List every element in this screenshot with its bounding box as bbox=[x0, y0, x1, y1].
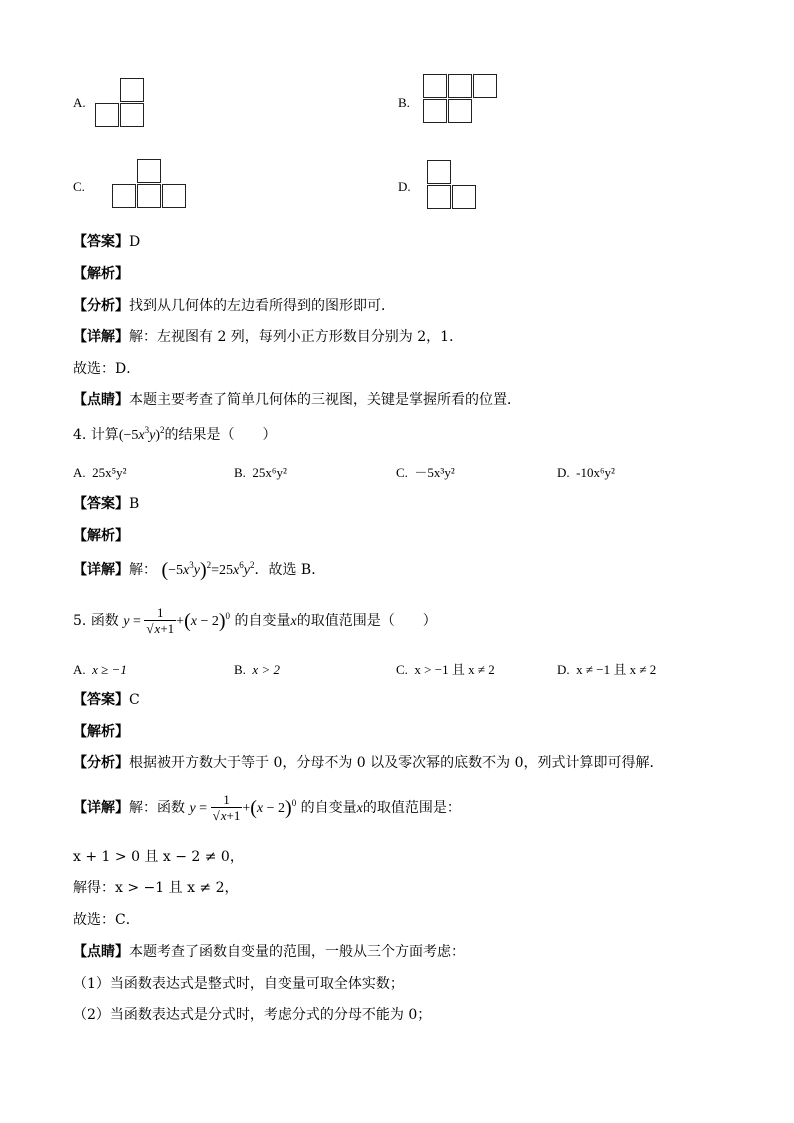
q4-analysis-tag: 【解析】 bbox=[73, 528, 129, 544]
option-d-figure bbox=[427, 160, 479, 212]
q3-dianjing-line: 【点睛】本题主要考查了简单几何体的三视图，关键是掌握所看的位置． bbox=[73, 392, 521, 408]
q5-line1: x + 1 > 0 且 x − 2 ≠ 0， bbox=[73, 849, 244, 865]
q5-option-c: C. x > −1 且 x ≠ 2 bbox=[396, 662, 495, 677]
option-d-label: D. bbox=[398, 179, 411, 194]
q4-expression: $(-5x^3y)^2$ bbox=[118, 425, 165, 443]
q4-option-c: C. －5x³y² bbox=[396, 465, 455, 480]
q5-line2: 解得：x > −1 且 x ≠ 2， bbox=[73, 880, 239, 896]
q4-stem: 4. 计算$(-5x^3y)^2$的结果是（ ） bbox=[73, 425, 277, 443]
q3-detail-line: 【详解】解：左视图有 2 列，每列小正方形数目分别为 2，1． bbox=[73, 329, 464, 345]
q4-option-d: D. -10x⁶y² bbox=[557, 465, 615, 480]
q4-detail-expression: $(-5x^3y)^2=25x^6y^2$ bbox=[161, 559, 255, 581]
q5-point2: （2）当函数表达式是分式时，考虑分式的分母不能为 0； bbox=[73, 1007, 432, 1023]
q4-detail-line: 【详解】解： $(-5x^3y)^2=25x^6y^2$．故选 B． bbox=[73, 559, 326, 581]
q4-number: 4. bbox=[73, 427, 87, 443]
q4-answer-line: 【答案】B bbox=[73, 496, 140, 512]
q5-choose-line: 故选：C． bbox=[73, 912, 140, 928]
q5-analysis-tag: 【解析】 bbox=[73, 724, 129, 740]
option-c-label: C. bbox=[73, 179, 85, 194]
q4-option-a: A. 25x⁵y² bbox=[73, 465, 127, 480]
q5-dianjing-line: 【点睛】本题考查了函数自变量的范围，一般从三个方面考虑： bbox=[73, 944, 465, 960]
answer-value: D bbox=[129, 234, 141, 250]
q3-fenxi-line: 【分析】找到从几何体的左边看所得到的图形即可． bbox=[73, 298, 395, 314]
q4-option-b: B. 25x⁶y² bbox=[234, 465, 287, 480]
q5-y-var: y bbox=[123, 614, 130, 629]
option-a-figure bbox=[95, 78, 147, 130]
q5-fenxi-line: 【分析】根据被开方数大于等于 0，分母不为 0 以及零次幂的底数不为 0，列式计算即可得解． bbox=[73, 755, 664, 771]
option-b-label: B. bbox=[398, 95, 410, 110]
q5-detail-line: 【详解】解：函数 y = $\frac{1}{√x+1}$ $+(x - 2)^0$ 的自变量x的取值范围是： bbox=[73, 791, 461, 823]
answer-tag: 【答案】 bbox=[73, 234, 129, 250]
q5-option-a: A. x ≥ −1 bbox=[73, 662, 127, 677]
option-c-figure bbox=[112, 159, 190, 211]
q5-point1: （1）当函数表达式是整式时，自变量可取全体实数； bbox=[73, 976, 404, 992]
q5-option-b: B. x > 2 bbox=[234, 662, 280, 677]
q5-option-d: D. x ≠ −1 且 x ≠ 2 bbox=[557, 662, 657, 677]
q5-stem: 5. 函数 y = $\frac{1}{√x+1}$ $+(x - 2)^0$ 的自变量x的取值范围是（ ） bbox=[73, 604, 437, 636]
option-a-label: A. bbox=[73, 95, 86, 110]
q3-answer-line bbox=[73, 233, 140, 251]
q5-detail-fraction: $\frac{1}{√x+1}$ bbox=[212, 791, 241, 823]
q5-answer-line: 【答案】C bbox=[73, 692, 140, 708]
q3-choose-line: 故选：D． bbox=[73, 361, 141, 377]
q3-analysis-tag: 【解析】 bbox=[73, 266, 129, 282]
option-b-figure bbox=[423, 74, 501, 126]
q5-fraction: $\frac{1}{√x+1}$ bbox=[146, 604, 175, 636]
